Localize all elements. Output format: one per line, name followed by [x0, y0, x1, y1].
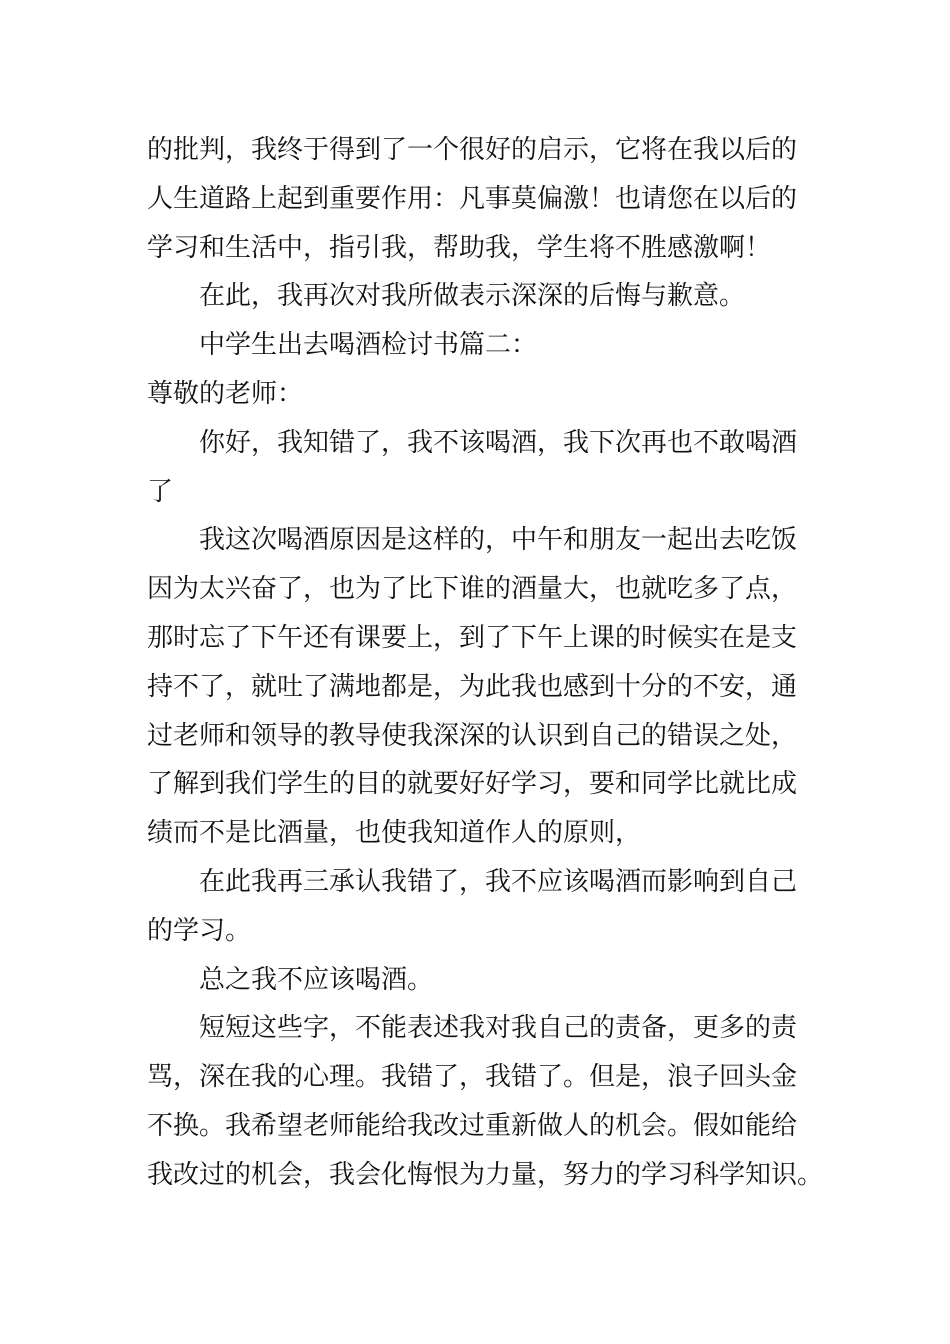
text-line: 我改过的机会，我会化悔恨为力量，努力的学习科学知识。	[147, 1159, 824, 1190]
text-line: 的批判，我终于得到了一个很好的启示，它将在我以后的	[147, 135, 798, 165]
text-line: 持不了，就吐了满地都是，为此我也感到十分的不安，通	[147, 671, 798, 702]
text-line: 在此，我再次对我所做表示深深的后悔与歉意。	[199, 281, 746, 312]
text-line: 人生道路上起到重要作用：凡事莫偏激！也请您在以后的	[147, 183, 798, 214]
text-line: 短短这些字，不能表述我对我自己的责备，更多的责	[199, 1013, 798, 1044]
text-line: 绩而不是比酒量，也使我知道作人的原则，	[147, 818, 642, 849]
text-line: 学习和生活中，指引我，帮助我，学生将不胜感激啊！	[147, 232, 772, 263]
text-line: 因为太兴奋了，也为了比下谁的酒量大，也就吃多了点，	[147, 574, 798, 605]
text-line: 总之我不应该喝酒。	[199, 964, 434, 995]
text-line: 了解到我们学生的目的就要好好学习，要和同学比就比成	[147, 769, 798, 800]
text-line: 那时忘了下午还有课要上，到了下午上课的时候实在是支	[147, 622, 798, 653]
text-line: 过老师和领导的教导使我深深的认识到自己的错误之处，	[147, 720, 798, 751]
text-line: 骂，深在我的心理。我错了，我错了。但是，浪子回头金	[147, 1062, 798, 1093]
text-line: 我这次喝酒原因是这样的，中午和朋友一起出去吃饭	[199, 525, 798, 556]
text-line: 不换。我希望老师能给我改过重新做人的机会。假如能给	[147, 1110, 798, 1141]
text-line: 的学习。	[147, 915, 252, 946]
text-line: 在此我再三承认我错了，我不应该喝酒而影响到自己	[199, 866, 798, 897]
salutation: 尊敬的老师：	[147, 378, 304, 409]
section-title: 中学生出去喝酒检讨书篇二：	[199, 330, 538, 361]
text-line: 了	[147, 476, 174, 507]
text-line: 你好，我知错了，我不该喝酒，我下次再也不敢喝酒	[199, 427, 798, 458]
